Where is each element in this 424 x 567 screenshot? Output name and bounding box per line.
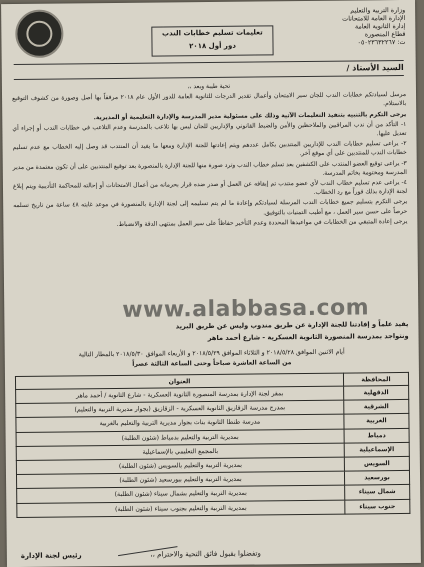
footer — [17, 548, 411, 561]
table-row — [17, 499, 410, 517]
address-cell: بمديرية التربية والتعليم ببورسعيد (شئون الطلبة) — [16, 471, 344, 489]
center-name: إدارة الثانوية العامة — [354, 21, 406, 31]
salutation: السيد الأستاذ / — [14, 60, 404, 80]
address-cell: بمديرية التربية والتعليم بشمال سيناء (شئون الطلبة) — [17, 485, 345, 503]
governorate-cell: دمياط — [344, 428, 409, 443]
address-cell: بمديرية التربية والتعليم بالسويس (شئون الطلبة) — [16, 457, 344, 475]
subject-box — [151, 25, 273, 56]
paragraph-item-2: ٢- يراعى تسليم خطابات الندب للإداريين المنتدبين بكامل عددهم ويتم إعادتها للجنة الإدارة ومعها ما يفيد أن المنتدب قد وصل إليه الخطاب مع عدم تسليم خطابات الندب للمنتدبين على أي موقع آخر. — [12, 140, 407, 158]
meeting-note — [14, 318, 408, 346]
paragraph-instructions: يرجى التكرم بالتنبيه بتنفيذ التعليمات الآتية وذلك على مسئولية مدير المدرسة والإدارة التعليمية أو المديرية. — [93, 110, 407, 121]
governorate-cell: جنوب سيناء — [345, 499, 410, 514]
paragraph-item-1: ١- التأكد من أن ندب المراقبين والملاحظين والأمن والضبط القانوني والإداريين للجان ليس بها تلاعب بالمدرسة وعدم التلاعب في خطابات الندب أو إجراء أي تعديل عليها. — [12, 120, 407, 138]
column-governorate: المحافظة — [343, 372, 408, 386]
closing-line: وتفضلوا بقبول فائق التحية والاحترام ،، — [150, 549, 261, 559]
unit-name: قطاع المنصورة — [364, 29, 406, 39]
address-cell: مدرسة طنطا الثانوية بنات بجوار مديرية التربية والتعليم بالغربية — [16, 414, 344, 432]
paragraph-intro: مرسل لسيادتكم خطابات الندب للجان سير الامتحان وأعمال تقدير الدرجات للثانوية العامة للدور الأول عام ٢٠١٨ مرفقاً بها أصل وصورة من كشوف التوقيع بالاستلام. — [12, 91, 407, 108]
address-cell: بمقر لجنة الإدارة بمدرسة المنصورة الثانوية العسكرية - شارع الثانوية / أحمد ماهر — [16, 386, 344, 404]
letter-body — [12, 80, 408, 231]
signature-title: رئيس لجنة الإدارة — [20, 551, 82, 561]
paragraph-request: يرجى التكرم بتسليم جميع خطابات الندب المرسلة لسيادتكم وإعادة ما لم يتم تسليمه إلى لجنة الإدارة بالمنصورة في موعد غايته ٤٨ ساعة من تاريخ تسلمه حرصاً على حسن سير العمل ، مع أطيب التمنيات بالتوفيق. — [13, 198, 408, 217]
column-address: العنوان — [15, 373, 343, 389]
letterhead — [285, 6, 405, 47]
ministry-name: وزارة التربية والتعليم — [350, 5, 406, 15]
paragraph-item-3: ٣- يراعى توقيع العضو المنتدب على الكشفين بعد تسلم خطاب الندب وترد صورة منها للجنة الإدارة بالمنصورة بعد توقيع المنتدبين على أن تكون معتمدة من مدير المدرسة ومختومة بخاتم المدرسة. — [12, 159, 407, 177]
schedule-note — [15, 347, 409, 371]
paragraph-return: يرجى إعادة المتبقي من الخطابات في مواعيدها المحددة وعدم التأخير حفاظاً على سير العمل بمنتهى الدقة والانضباط. — [116, 217, 408, 228]
address-cell: بمدرج مدرسة الزقازيق الثانوية العسكرية - الزقازيق (بجوار مديرية التربية والتعليم) — [16, 400, 344, 418]
schedule-dates: أيام الاثنين الموافق ٢٠١٨/٥/٢٨ و الثلاثاء الموافق ٢٠١٨/٥/٢٩ و الأربعاء الموافق ٢٠١٨/٥/٣٠ بالمطار التالية — [78, 348, 345, 359]
governorate-cell: الغربية — [344, 414, 409, 429]
watermark: www.alabbasa.com — [122, 295, 370, 323]
governorate-cell: الدقهلية — [344, 385, 409, 400]
greeting: تحية طيبة وبعد ،، — [187, 82, 231, 91]
schedule-hours: من الساعة العاشرة صباحاً وحتى الساعة الثالثة عصراً — [132, 359, 292, 368]
phone-number: ت: ٠٥٠٢٣٦٣٢٢٦٧ — [357, 37, 406, 47]
governorate-cell: الشرقية — [344, 400, 409, 415]
paragraph-item-4: ٤- يراعى عدم تسليم خطاب الندب لأي عضو منتدب تم إيقافه عن العمل أو صدر ضده قرار بحرمانه من أعمال الامتحانات أو إحالته للمحاكمة التأديبية ويتم إبلاغ لجنة الإدارة بذلك فوراً مع رد الخطاب. — [12, 178, 408, 197]
governorate-cell: بورسعيد — [344, 471, 409, 486]
meeting-line-2: ونتواجد بمدرسة المنصورة الثانوية العسكرية - شارع أحمد ماهر — [207, 331, 409, 343]
subject-title: تعليمات تسليم خطابات الندب — [161, 28, 263, 38]
governorate-cell: السويس — [344, 456, 409, 471]
governorate-cell: الإسماعيلية — [344, 442, 409, 457]
subject-round: دور أول ٢٠١٨ — [189, 41, 236, 51]
locations-table — [15, 372, 410, 518]
document-page — [1, 0, 421, 567]
governorate-cell: شمال سيناء — [345, 485, 410, 500]
address-cell: بمديرية التربية والتعليم بجنوب سيناء (شئون الطلبة) — [17, 500, 345, 518]
meeting-line-1: يفيد علماً و إفادتنا للجنة الإدارة عن طريق مندوب وليس عن طريق البريد — [175, 319, 409, 331]
ministry-seal-icon — [15, 10, 64, 59]
directorate-name: الإدارة العامة للامتحانات — [342, 13, 406, 23]
address-cell: بالمجمع التعليمي بالإسماعيلية — [16, 443, 344, 461]
address-cell: بمديرية التربية والتعليم بدمياط (شئون الطلبة) — [16, 429, 344, 447]
